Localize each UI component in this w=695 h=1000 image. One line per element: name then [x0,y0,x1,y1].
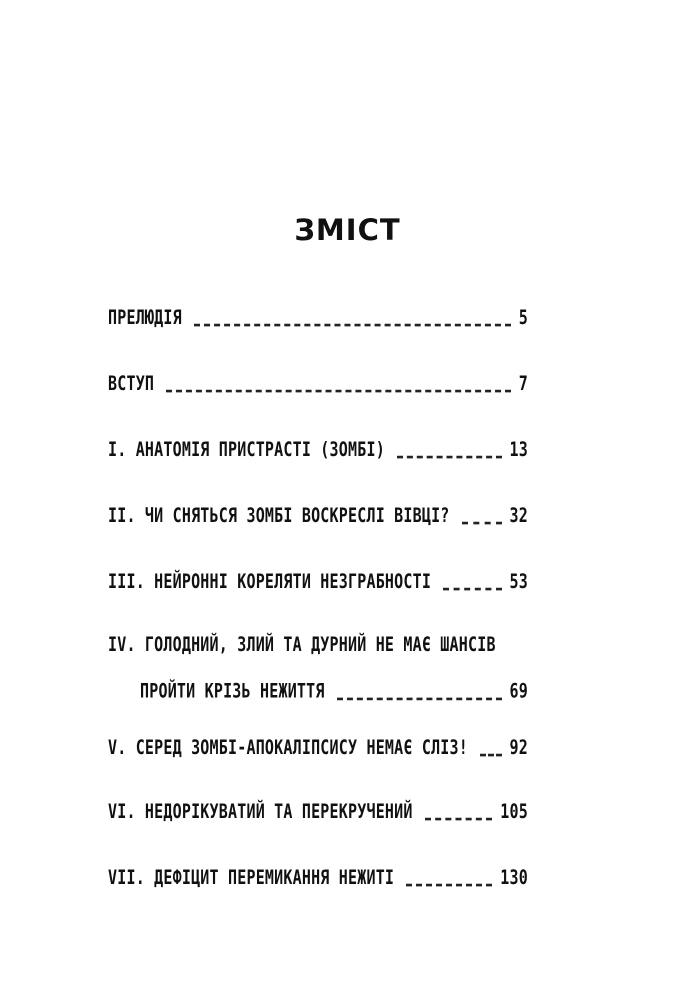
toc-entry-label: V. СЕРЕД ЗОМБІ-АПОКАЛІПСИСУ НЕМАЄ СЛІЗ! [108,735,468,759]
toc-entry-chapter-1 [108,435,528,461]
toc-leader [462,506,502,524]
toc-entry-prelude [108,303,528,329]
toc-entry-chapter-5 [108,733,528,759]
toc-entry-label: II. ЧИ СНЯТЬСЯ ЗОМБІ ВОСКРЕСЛІ ВІВЦІ? [108,503,450,527]
toc-entry-label: ВСТУП [108,371,155,395]
toc-entry-chapter-6 [108,797,528,823]
toc-entry-label: VI. НЕДОРІКУВАТИЙ ТА ПЕРЕКРУЧЕНИЙ [108,799,413,823]
toc-leader [166,374,511,392]
toc-entry-label: IV. ГОЛОДНИЙ, ЗЛИЙ ТА ДУРНИЙ НЕ МАЄ ШАНСІВ [108,632,496,656]
toc-entry-page: 92 [509,735,528,759]
toc-entry-label-continued: ПРОЙТИ КРІЗЬ НЕЖИТТЯ [140,679,325,703]
toc-entry-chapter-7 [108,863,528,889]
toc-entry-label: I. АНАТОМІЯ ПРИСТРАСТІ (ЗОМБІ) [108,437,385,461]
toc-entry-page: 5 [518,305,528,329]
toc-title: ЗМІСТ [294,213,401,247]
toc-entry-page: 130 [500,865,528,889]
toc-entry-label: ПРЕЛЮДІЯ [108,305,182,329]
toc-entry-page: 32 [509,503,528,527]
toc-entry-label: III. НЕЙРОННІ КОРЕЛЯТИ НЕЗГРАБНОСТІ [108,569,432,593]
toc-leader [397,440,502,458]
toc-entry-page: 69 [509,679,528,703]
toc-leader [443,572,501,590]
toc-entry-chapter-3 [108,567,528,593]
toc-leader [480,738,502,756]
toc-entry-page: 53 [509,569,528,593]
toc-entry-page: 13 [509,437,528,461]
toc-leader [406,868,492,886]
toc-leader [337,682,502,700]
toc-entry-chapter-2 [108,501,528,527]
toc-entry-chapter-4 [108,630,528,703]
toc-entry-page: 7 [518,371,528,395]
toc-leader [194,308,511,326]
toc-entry-intro [108,369,528,395]
toc-entry-label: VII. ДЕФІЦИТ ПЕРЕМИКАННЯ НЕЖИТІ [108,865,395,889]
toc-entry-page: 105 [500,799,528,823]
toc-leader [425,802,493,820]
